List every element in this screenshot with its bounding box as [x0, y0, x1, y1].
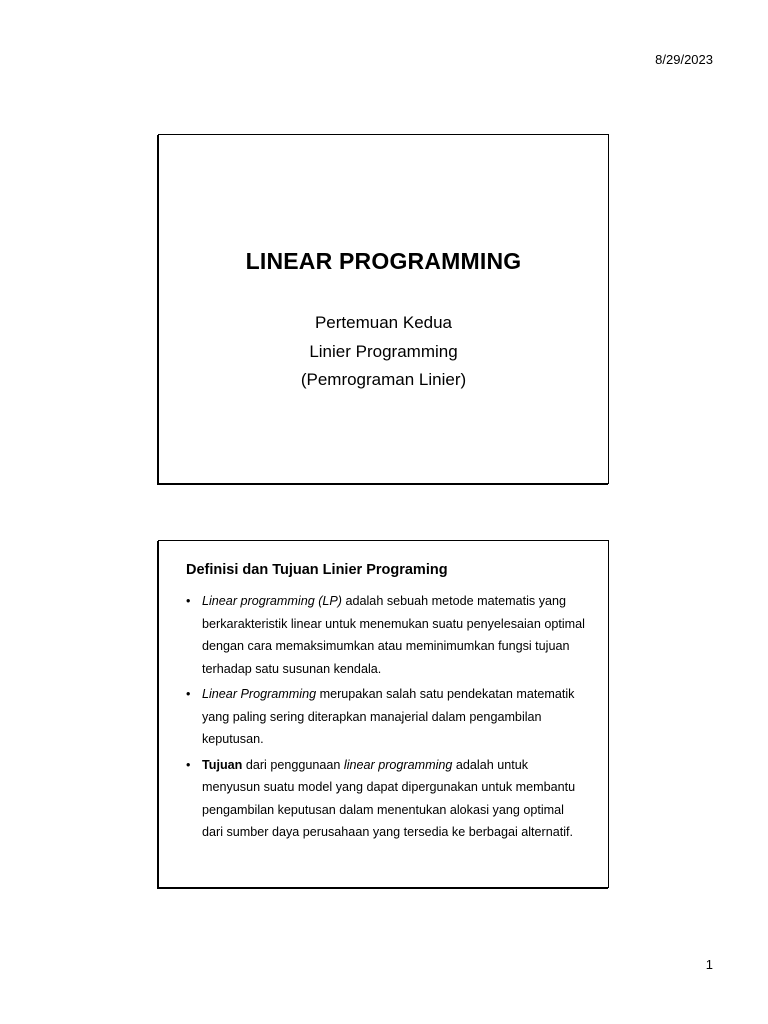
subtitle-line-1: Pertemuan Kedua [314, 313, 453, 332]
bullet-item-2 [186, 683, 586, 751]
subtitle-line-3: (Pemrograman Linier) [300, 370, 467, 389]
title-slide [158, 134, 609, 484]
bullet-icon: • [186, 687, 191, 701]
page-number: 1 [705, 957, 713, 972]
bullet-2-text: merupakan salah satu pendekatan matematik yang paling sering diterapkan manajerial dalam pengambilan keputusan. [202, 687, 575, 746]
bullet-2-term: Linear Programming [202, 687, 317, 701]
bullet-icon: • [186, 594, 191, 608]
bullet-1-term: Linear programming (LP) [202, 594, 342, 608]
bullet-list [186, 590, 586, 847]
bullet-item-1 [186, 590, 586, 680]
bullet-item-3 [186, 754, 586, 844]
page-date: 8/29/2023 [655, 52, 713, 67]
slide-title: LINEAR PROGRAMMING [245, 248, 522, 274]
slide-heading: Definisi dan Tujuan Linier Programing [186, 562, 448, 578]
bullet-3-text-after: adalah untuk menyusun suatu model yang dapat dipergunakan untuk membantu pengambilan keputusan dalam menentukan alokasi yang optimal dari sumber daya perusahaan yang tersedia ke berbagai alternatif. [202, 757, 576, 839]
bullet-3-term: Tujuan [202, 757, 243, 772]
subtitle-line-2: Linier Programming [309, 341, 458, 361]
slide-subtitle [159, 309, 608, 395]
definition-slide [158, 540, 609, 888]
bullet-1-text: adalah sebuah metode matematis yang berkarakteristik linear untuk menemukan suatu penyelesaian optimal dengan cara memaksimumkan atau meminimumkan fungsi tujuan terhadap satu susunan kendala. [202, 594, 585, 676]
bullet-icon: • [186, 757, 191, 772]
bullet-3-italic: linear programming [343, 757, 453, 772]
bullet-3-text-before: dari penggunaan [242, 757, 344, 772]
